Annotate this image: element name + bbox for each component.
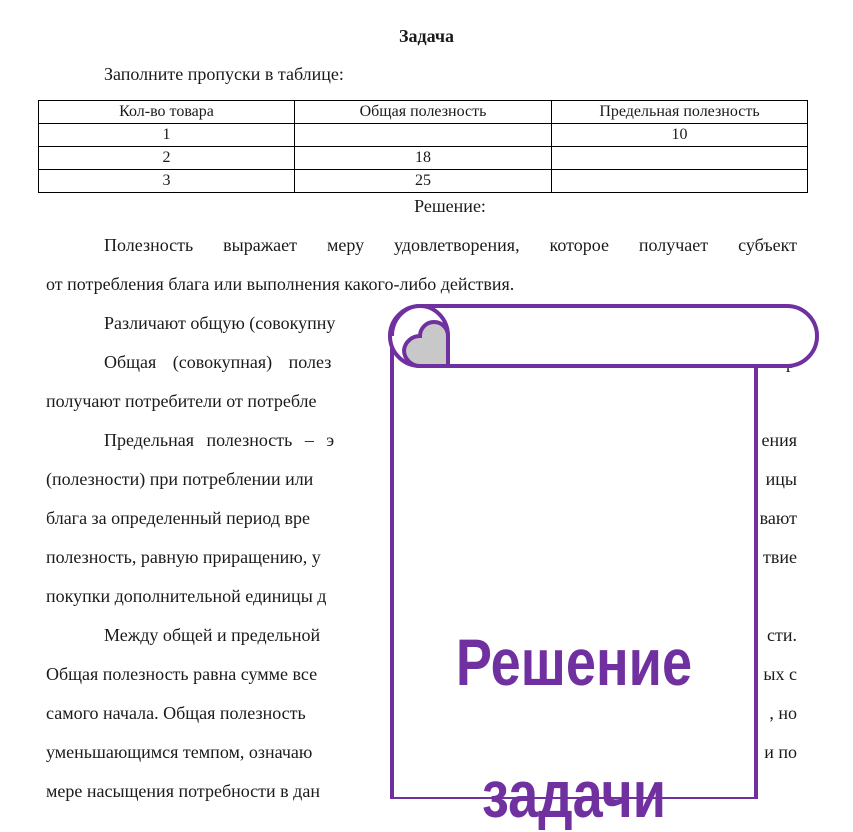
text-line: Предельная полезность – э: [104, 430, 335, 450]
solution-heading: Решение:: [414, 196, 486, 216]
text-line: полезность, равную приращению, у: [46, 547, 321, 567]
overlay-word-task: задачи: [481, 757, 667, 831]
table-cell: 2: [39, 147, 295, 170]
text-line: получают потребители от потребле: [46, 391, 317, 411]
text-line: блага за определенный период вре: [46, 508, 311, 528]
column-header: Кол-во товара: [39, 101, 295, 124]
task-intro: Заполните пропуски в таблице:: [104, 64, 344, 84]
text-line: Общая (совокупная) полез: [104, 352, 332, 372]
text-line: Различают общую (совокупну: [104, 313, 336, 333]
document-title: Задача: [398, 26, 455, 46]
text-line: покупки дополнительной единицы д: [46, 586, 327, 606]
text-line: (полезности) при потреблении или: [46, 469, 314, 489]
text-fragment: ицы: [765, 469, 797, 489]
text-fragment: , но: [769, 703, 797, 723]
text-line: мере насыщения потребности в дан: [46, 781, 320, 801]
text-line: Полезность выражает меру удовлетворения, которое получает субъект: [104, 235, 797, 255]
text-fragment: и по: [764, 742, 797, 762]
text-fragment: сти.: [767, 625, 797, 645]
text-line: уменьшающимся темпом, означаю: [46, 742, 313, 762]
column-header: Предельная полезность: [552, 101, 808, 124]
table-cell: 18: [295, 147, 552, 170]
table-cell: 10: [552, 124, 808, 147]
column-header: Общая полезность: [295, 101, 552, 124]
text-line: Общая полезность равна сумме все: [46, 664, 318, 684]
text-fragment: вают: [759, 508, 797, 528]
overlay-word-solution: Решение: [455, 625, 693, 699]
table-cell: 1: [39, 124, 295, 147]
table-cell: 3: [39, 170, 295, 193]
table-cell: 25: [295, 170, 552, 193]
text-fragment: ых с: [763, 664, 797, 684]
text-line: самого начала. Общая полезность: [46, 703, 306, 723]
text-line: от потребления блага или выполнения какого-либо действия.: [46, 274, 515, 294]
text-fragment: ения: [761, 430, 797, 450]
text-line: Между общей и предельной: [104, 625, 321, 645]
text-fragment: твие: [763, 547, 797, 567]
